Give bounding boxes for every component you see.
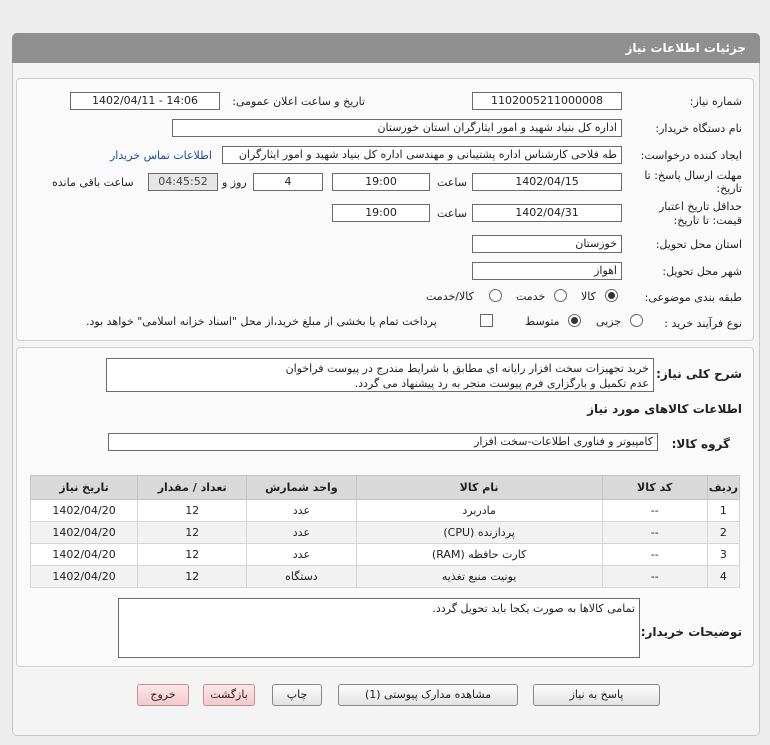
goods-section-title: اطلاعات کالاهای مورد نیاز bbox=[587, 402, 742, 416]
print-button[interactable]: چاپ bbox=[272, 684, 322, 706]
reply-to-need-button[interactable]: پاسخ به نیاز bbox=[533, 684, 660, 706]
reply-date-field: 1402/04/15 bbox=[472, 173, 622, 191]
days-label: روز و bbox=[222, 176, 247, 189]
category-option-service: خدمت bbox=[516, 290, 546, 303]
summary-box bbox=[106, 358, 654, 392]
validity-label-2: قیمت: تا تاریخ: bbox=[673, 214, 742, 227]
process-label: نوع فرآیند خرید : bbox=[664, 317, 742, 330]
cell-code: -- bbox=[602, 500, 707, 522]
table-row bbox=[31, 522, 740, 544]
category-option-goods-service: کالا/خدمت bbox=[426, 290, 474, 303]
remaining-time-field: 04:45:52 bbox=[148, 173, 218, 191]
col-name: نام کالا bbox=[356, 476, 602, 500]
cell-quantity: 12 bbox=[138, 522, 247, 544]
category-label: طبقه بندی موضوعی: bbox=[644, 291, 742, 304]
province-label: استان محل تحویل: bbox=[655, 238, 742, 251]
reply-deadline-label: مهلت ارسال پاسخ: تا bbox=[644, 169, 742, 182]
cell-need-date: 1402/04/20 bbox=[31, 522, 138, 544]
cell-row: 3 bbox=[707, 544, 739, 566]
validity-time-field: 19:00 bbox=[332, 204, 430, 222]
reply-deadline-label-2: تاریخ: bbox=[716, 182, 742, 195]
col-unit: واحد شمارش bbox=[247, 476, 356, 500]
summary-line-2: عدم تکمیل و بارگزاری فرم پیوست منجر به رد پیشنهاد می گردد. bbox=[354, 377, 649, 390]
page-header bbox=[12, 33, 760, 63]
cell-unit: عدد bbox=[247, 522, 356, 544]
treasury-payment-note: پرداخت تمام یا بخشی از مبلغ خرید،از محل "اسناد خزانه اسلامی" خواهد بود. bbox=[86, 315, 437, 328]
treasury-payment-checkbox[interactable] bbox=[480, 314, 493, 327]
cell-unit: دستگاه bbox=[247, 566, 356, 588]
days-remaining-field: 4 bbox=[253, 173, 323, 191]
table-row bbox=[31, 500, 740, 522]
goods-table bbox=[30, 475, 740, 588]
cell-quantity: 12 bbox=[138, 566, 247, 588]
process-radio-minor[interactable] bbox=[630, 314, 643, 327]
view-attachments-button[interactable]: مشاهده مدارک پیوستی (1) bbox=[338, 684, 518, 706]
city-field: اهواز bbox=[472, 262, 622, 280]
col-code: کد کالا bbox=[602, 476, 707, 500]
cell-name: مادربرد bbox=[356, 500, 602, 522]
category-radio-service[interactable] bbox=[554, 289, 567, 302]
exit-button[interactable]: خروج bbox=[137, 684, 189, 706]
announce-label: تاریخ و ساعت اعلان عمومی: bbox=[232, 95, 365, 108]
goods-group-field: کامپیوتر و فناوری اطلاعات-سخت افزار bbox=[108, 433, 658, 451]
category-radio-goods[interactable] bbox=[605, 289, 618, 302]
city-label: شهر محل تحویل: bbox=[662, 265, 742, 278]
cell-need-date: 1402/04/20 bbox=[31, 566, 138, 588]
cell-need-date: 1402/04/20 bbox=[31, 500, 138, 522]
buyer-org-field: اداره کل بنیاد شهید و امور ایثارگران استان خوزستان bbox=[172, 119, 622, 137]
summary-label: شرح کلی نیاز: bbox=[656, 367, 742, 381]
process-option-medium: متوسط bbox=[525, 315, 560, 328]
category-radio-goods-service[interactable] bbox=[489, 289, 502, 302]
requester-label: ایجاد کننده درخواست: bbox=[640, 149, 742, 162]
process-option-minor: جزیی bbox=[596, 315, 622, 328]
goods-group-label: گروه کالا: bbox=[671, 437, 730, 451]
cell-code: -- bbox=[602, 566, 707, 588]
cell-row: 2 bbox=[707, 522, 739, 544]
buyer-notes-text: تمامی کالاها به صورت یکجا باید تحویل گردد. bbox=[432, 602, 635, 615]
table-row bbox=[31, 566, 740, 588]
back-button[interactable]: بازگشت bbox=[203, 684, 255, 706]
cell-need-date: 1402/04/20 bbox=[31, 544, 138, 566]
cell-code: -- bbox=[602, 544, 707, 566]
buyer-notes-box bbox=[118, 598, 640, 658]
cell-row: 4 bbox=[707, 566, 739, 588]
category-option-goods: کالا bbox=[581, 290, 596, 303]
cell-code: -- bbox=[602, 522, 707, 544]
cell-row: 1 bbox=[707, 500, 739, 522]
cell-unit: عدد bbox=[247, 500, 356, 522]
goods-table-header bbox=[31, 476, 740, 500]
buyer-org-label: نام دستگاه خریدار: bbox=[655, 122, 742, 135]
buyer-notes-label: توضیحات خریدار: bbox=[640, 625, 742, 639]
validity-time-label: ساعت bbox=[437, 207, 467, 220]
cell-name: یونیت منبع تغذیه bbox=[356, 566, 602, 588]
remaining-time-label: ساعت باقی مانده bbox=[52, 176, 134, 189]
requester-field: طه فلاحی کارشناس اداره پشتیبانی و مهندسی اداره کل بنیاد شهید و امور ایثارگران bbox=[222, 146, 622, 164]
col-need-date: تاریخ نیاز bbox=[31, 476, 138, 500]
validity-label: حداقل تاریخ اعتبار bbox=[658, 200, 742, 213]
need-number-field: 1102005211000008 bbox=[472, 92, 622, 110]
process-radio-medium[interactable] bbox=[568, 314, 581, 327]
reply-time-field: 19:00 bbox=[332, 173, 430, 191]
cell-name: کارت حافظه (RAM) bbox=[356, 544, 602, 566]
col-row: ردیف bbox=[707, 476, 739, 500]
cell-name: پردازنده (CPU) bbox=[356, 522, 602, 544]
validity-date-field: 1402/04/31 bbox=[472, 204, 622, 222]
summary-line-1: خرید تجهیزات سخت افزار رایانه ای مطابق با شرایط مندرج در پیوست فراخوان bbox=[285, 362, 649, 375]
table-row bbox=[31, 544, 740, 566]
cell-quantity: 12 bbox=[138, 544, 247, 566]
need-number-label: شماره نیاز: bbox=[689, 95, 742, 108]
page-title: جزئیات اطلاعات نیاز bbox=[625, 41, 746, 55]
province-field: خوزستان bbox=[472, 235, 622, 253]
cell-unit: عدد bbox=[247, 544, 356, 566]
cell-quantity: 12 bbox=[138, 500, 247, 522]
buyer-contact-link[interactable]: اطلاعات تماس خریدار bbox=[110, 149, 212, 162]
reply-time-label: ساعت bbox=[437, 176, 467, 189]
announce-field: 1402/04/11 - 14:06 bbox=[70, 92, 220, 110]
col-quantity: تعداد / مقدار bbox=[138, 476, 247, 500]
